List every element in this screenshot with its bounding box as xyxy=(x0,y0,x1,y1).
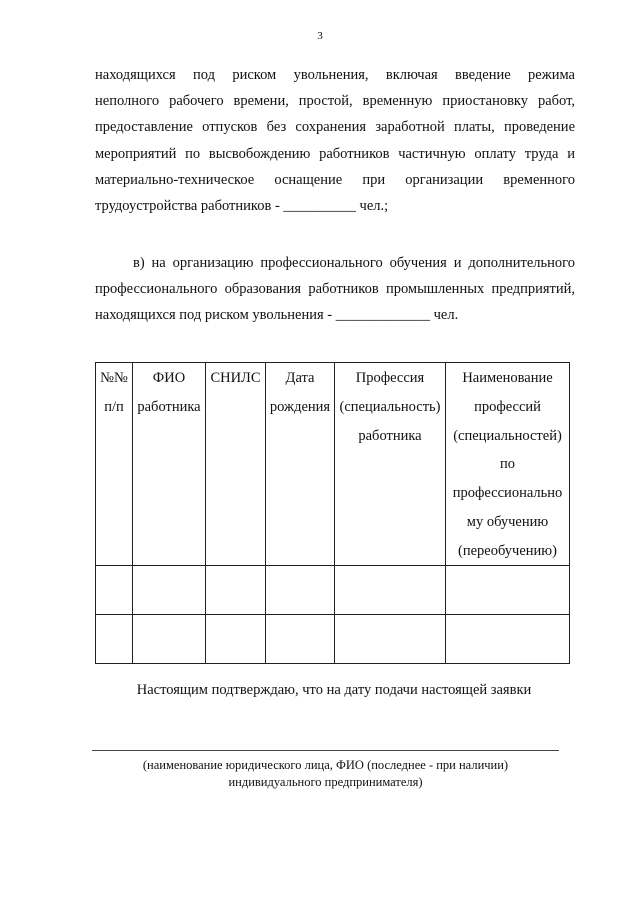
count-blank-field[interactable]: __________ xyxy=(283,198,356,215)
workers-table xyxy=(95,362,570,664)
table-cell[interactable] xyxy=(335,565,446,614)
header-text: му обучению xyxy=(466,513,549,530)
count-blank-field[interactable]: _____________ xyxy=(335,307,431,324)
paragraph-line: в) на организацию профессионального обучения и дополнительного xyxy=(133,255,575,271)
paragraph-last-line xyxy=(95,302,575,328)
header-text: работника xyxy=(137,398,201,415)
confirmation-text: Настоящим подтверждаю, что на дату подачи настоящей заявки xyxy=(136,682,532,698)
caption-line: индивидуального предпринимателя) xyxy=(228,775,423,789)
header-text: №№ xyxy=(100,370,128,386)
page-number: 3 xyxy=(317,30,323,42)
paragraph-line: мероприятий по высвобождению работников частичную оплату труда и xyxy=(95,145,575,162)
header-text: работника xyxy=(358,427,422,444)
header-text: ФИО xyxy=(152,370,186,386)
unit-label: чел. xyxy=(433,307,459,324)
header-text: (специальность) xyxy=(339,398,441,415)
header-text: Наименование xyxy=(462,370,553,386)
header-cell-name xyxy=(133,363,206,566)
unit-label: чел.; xyxy=(359,198,389,215)
table-cell[interactable] xyxy=(133,565,206,614)
paragraph-training xyxy=(95,250,575,329)
paragraph-workers-at-risk xyxy=(95,62,575,219)
header-text: (переобучению) xyxy=(458,542,557,559)
applicant-name-line[interactable] xyxy=(92,750,559,751)
header-text: п/п xyxy=(104,398,124,415)
table-cell[interactable] xyxy=(133,614,206,663)
header-cell-snils xyxy=(206,363,266,566)
header-cell-number xyxy=(96,363,133,566)
header-text: Профессия xyxy=(355,370,425,386)
table-header-row xyxy=(96,363,570,566)
paragraph-line-text: находящихся под риском увольнения - xyxy=(95,307,333,324)
header-text: рождения xyxy=(269,398,331,415)
table-row xyxy=(96,565,570,614)
table-row xyxy=(96,614,570,663)
table-cell[interactable] xyxy=(266,565,335,614)
paragraph-line: неполного рабочего времени, простой, временную приостановку работ, xyxy=(95,93,575,110)
table-cell[interactable] xyxy=(335,614,446,663)
table-cell[interactable] xyxy=(206,614,266,663)
table-cell[interactable] xyxy=(446,565,570,614)
paragraph-line-text: трудоустройства работников - xyxy=(95,198,280,215)
table-cell[interactable] xyxy=(206,565,266,614)
table-cell[interactable] xyxy=(96,614,133,663)
paragraph-line: профессионального образования работников промышленных предприятий, xyxy=(95,281,575,298)
caption-line: (наименование юридического лица, ФИО (последнее - при наличии) xyxy=(142,758,509,772)
table-cell[interactable] xyxy=(96,565,133,614)
header-text: профессионально xyxy=(452,485,563,502)
paragraph-last-line xyxy=(95,193,575,219)
header-text: профессий xyxy=(474,398,541,415)
table-cell[interactable] xyxy=(266,614,335,663)
header-text: СНИЛС xyxy=(210,370,261,386)
paragraph-line: находящихся под риском увольнения, включая введение режима xyxy=(95,67,575,83)
paragraph-line: предоставление отпусков без сохранения заработной платы, проведение xyxy=(95,119,575,136)
header-text: (специальностей) xyxy=(453,427,562,444)
header-cell-birthdate xyxy=(266,363,335,566)
header-text: по xyxy=(499,456,515,473)
applicant-name-caption xyxy=(92,757,559,791)
header-text: Дата xyxy=(285,370,315,386)
header-cell-profession xyxy=(335,363,446,566)
header-cell-training-profession xyxy=(446,363,570,566)
paragraph-line: материально-техническое оснащение при организации временного xyxy=(95,171,575,188)
table-cell[interactable] xyxy=(446,614,570,663)
